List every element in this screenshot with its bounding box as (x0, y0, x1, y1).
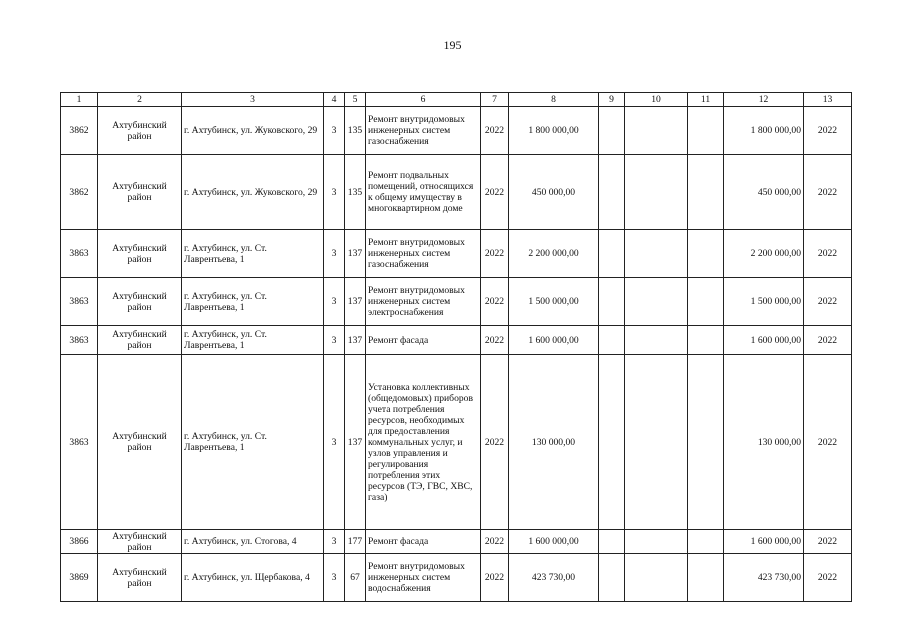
total-cost-cell: 450 000,00 (509, 155, 599, 230)
col5-cell: 137 (345, 326, 366, 355)
col13-year-cell: 2022 (804, 230, 852, 278)
year-cell: 2022 (481, 107, 509, 155)
col4-cell: 3 (324, 230, 345, 278)
col4-cell: 3 (324, 278, 345, 326)
column-header: 13 (804, 93, 852, 107)
column-header: 2 (98, 93, 182, 107)
house-id-cell: 3862 (61, 155, 98, 230)
col4-cell: 3 (324, 554, 345, 602)
work-type-cell: Ремонт фасада (366, 326, 481, 355)
col12-cost-cell: 450 000,00 (724, 155, 804, 230)
col9-cell (599, 326, 625, 355)
work-type-cell: Установка коллективных (общедомовых) приборов учета потребления ресурсов, необходимых для предоставления коммунальных услуг, и узлов управления и регулирования потребления этих ресурсов (ТЭ, ГВС, ХВС, газа) (366, 355, 481, 530)
col11-cell (688, 326, 724, 355)
work-type-cell: Ремонт внутридомовых инженерных систем газоснабжения (366, 107, 481, 155)
year-cell: 2022 (481, 554, 509, 602)
work-type-cell: Ремонт внутридомовых инженерных систем водоснабжения (366, 554, 481, 602)
address-cell: г. Ахтубинск, ул. Ст. Лаврентьева, 1 (182, 355, 324, 530)
work-type-cell: Ремонт фасада (366, 530, 481, 554)
page-number: 195 (443, 38, 462, 52)
col13-year-cell: 2022 (804, 554, 852, 602)
col10-cell (625, 230, 688, 278)
total-cost-cell: 1 600 000,00 (509, 530, 599, 554)
table-row (61, 230, 852, 278)
col5-cell: 137 (345, 278, 366, 326)
column-header: 7 (481, 93, 509, 107)
col11-cell (688, 355, 724, 530)
table-row (61, 530, 852, 554)
col13-year-cell: 2022 (804, 326, 852, 355)
total-cost-cell: 423 730,00 (509, 554, 599, 602)
column-header: 6 (366, 93, 481, 107)
address-cell: г. Ахтубинск, ул. Ст. Лаврентьева, 1 (182, 278, 324, 326)
col9-cell (599, 355, 625, 530)
total-cost-cell: 130 000,00 (509, 355, 599, 530)
table-row (61, 107, 852, 155)
district-cell: Ахтубинский район (98, 155, 182, 230)
col4-cell: 3 (324, 107, 345, 155)
house-id-cell: 3869 (61, 554, 98, 602)
table-row (61, 326, 852, 355)
district-cell: Ахтубинский район (98, 530, 182, 554)
col12-cost-cell: 2 200 000,00 (724, 230, 804, 278)
col4-cell: 3 (324, 355, 345, 530)
col9-cell (599, 107, 625, 155)
col5-cell: 67 (345, 554, 366, 602)
col13-year-cell: 2022 (804, 107, 852, 155)
address-cell: г. Ахтубинск, ул. Стогова, 4 (182, 530, 324, 554)
year-cell: 2022 (481, 230, 509, 278)
column-header: 11 (688, 93, 724, 107)
house-id-cell: 3863 (61, 355, 98, 530)
col13-year-cell: 2022 (804, 278, 852, 326)
house-id-cell: 3863 (61, 326, 98, 355)
address-cell: г. Ахтубинск, ул. Ст. Лаврентьева, 1 (182, 230, 324, 278)
col10-cell (625, 355, 688, 530)
column-header: 1 (61, 93, 98, 107)
column-header: 3 (182, 93, 324, 107)
year-cell: 2022 (481, 155, 509, 230)
house-id-cell: 3863 (61, 230, 98, 278)
col10-cell (625, 326, 688, 355)
column-header: 12 (724, 93, 804, 107)
total-cost-cell: 1 800 000,00 (509, 107, 599, 155)
house-id-cell: 3862 (61, 107, 98, 155)
col9-cell (599, 155, 625, 230)
col12-cost-cell: 1 600 000,00 (724, 326, 804, 355)
district-cell: Ахтубинский район (98, 355, 182, 530)
col11-cell (688, 554, 724, 602)
col10-cell (625, 530, 688, 554)
column-header: 5 (345, 93, 366, 107)
district-cell: Ахтубинский район (98, 278, 182, 326)
col5-cell: 135 (345, 107, 366, 155)
work-type-cell: Ремонт подвальных помещений, относящихся к общему имуществу в многоквартирном доме (366, 155, 481, 230)
total-cost-cell: 1 500 000,00 (509, 278, 599, 326)
col12-cost-cell: 130 000,00 (724, 355, 804, 530)
col10-cell (625, 554, 688, 602)
col13-year-cell: 2022 (804, 355, 852, 530)
column-header: 9 (599, 93, 625, 107)
col4-cell: 3 (324, 530, 345, 554)
year-cell: 2022 (481, 278, 509, 326)
col12-cost-cell: 1 800 000,00 (724, 107, 804, 155)
col10-cell (625, 107, 688, 155)
col9-cell (599, 230, 625, 278)
year-cell: 2022 (481, 326, 509, 355)
column-number-row (61, 93, 852, 107)
col12-cost-cell: 1 600 000,00 (724, 530, 804, 554)
district-cell: Ахтубинский район (98, 326, 182, 355)
col11-cell (688, 155, 724, 230)
total-cost-cell: 1 600 000,00 (509, 326, 599, 355)
column-header: 8 (509, 93, 599, 107)
col5-cell: 137 (345, 355, 366, 530)
col13-year-cell: 2022 (804, 155, 852, 230)
year-cell: 2022 (481, 355, 509, 530)
col11-cell (688, 107, 724, 155)
col11-cell (688, 278, 724, 326)
work-type-cell: Ремонт внутридомовых инженерных систем электроснабжения (366, 278, 481, 326)
col10-cell (625, 155, 688, 230)
column-header: 4 (324, 93, 345, 107)
col4-cell: 3 (324, 155, 345, 230)
col5-cell: 137 (345, 230, 366, 278)
work-type-cell: Ремонт внутридомовых инженерных систем газоснабжения (366, 230, 481, 278)
col4-cell: 3 (324, 326, 345, 355)
col10-cell (625, 278, 688, 326)
total-cost-cell: 2 200 000,00 (509, 230, 599, 278)
house-id-cell: 3866 (61, 530, 98, 554)
col5-cell: 177 (345, 530, 366, 554)
table-row (61, 554, 852, 602)
col12-cost-cell: 423 730,00 (724, 554, 804, 602)
col11-cell (688, 530, 724, 554)
table-row (61, 355, 852, 530)
address-cell: г. Ахтубинск, ул. Ст. Лаврентьева, 1 (182, 326, 324, 355)
capital-repair-table (60, 92, 852, 602)
col9-cell (599, 530, 625, 554)
col11-cell (688, 230, 724, 278)
year-cell: 2022 (481, 530, 509, 554)
address-cell: г. Ахтубинск, ул. Щербакова, 4 (182, 554, 324, 602)
address-cell: г. Ахтубинск, ул. Жуковского, 29 (182, 107, 324, 155)
district-cell: Ахтубинский район (98, 230, 182, 278)
col5-cell: 135 (345, 155, 366, 230)
col13-year-cell: 2022 (804, 530, 852, 554)
col9-cell (599, 554, 625, 602)
table-row (61, 155, 852, 230)
col9-cell (599, 278, 625, 326)
district-cell: Ахтубинский район (98, 554, 182, 602)
district-cell: Ахтубинский район (98, 107, 182, 155)
table-row (61, 278, 852, 326)
col12-cost-cell: 1 500 000,00 (724, 278, 804, 326)
column-header: 10 (625, 93, 688, 107)
address-cell: г. Ахтубинск, ул. Жуковского, 29 (182, 155, 324, 230)
house-id-cell: 3863 (61, 278, 98, 326)
